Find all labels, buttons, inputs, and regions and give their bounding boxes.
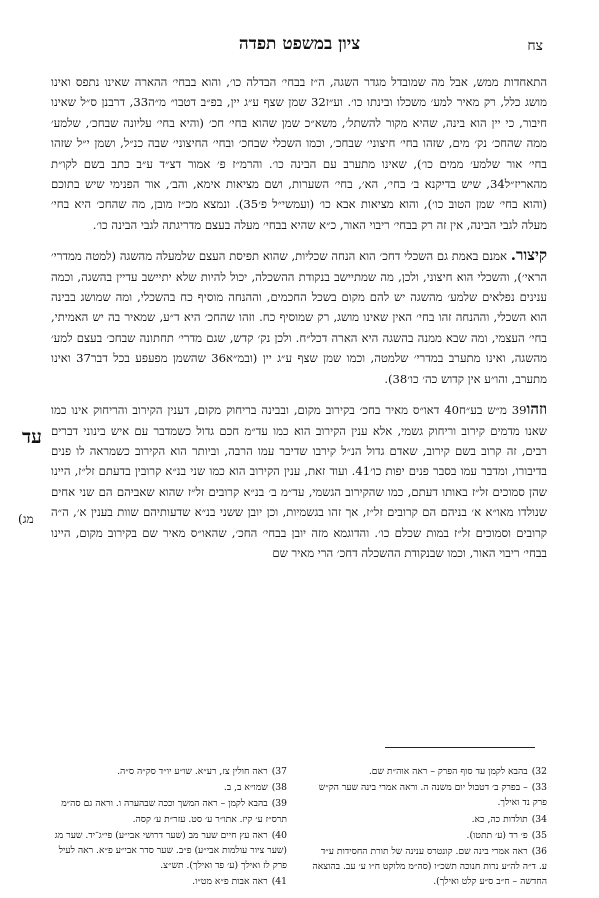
- footnote: [51, 764, 287, 779]
- footnote-text: ראה אבות פ״א מט״ו.: [192, 876, 268, 888]
- paragraph-3-lead: וזהו: [526, 400, 547, 419]
- footnote-text: – בפרק ב׳ דטבול יום משנה ה. וראה אמרי בינה שער הק״ש פרק נד ואילך.: [318, 782, 547, 809]
- paragraph-3-text: 39 מ״ש בע״ח40 דאו״ס מאיר בחכ׳ בקירוב מקום, ובבינה בריחוק מקום, דענין הקירוב והריחוק אינו כמו שאנו מדמים קירוב וריחוק גשמי, אלא ענין הקירוב הוא כמו עד״מ חכם גדול כשמדבר עם איש בינוני דברים רבים, זה קרוב בשם קירוב, שאדם גדול הנ״ל קירבו שדיבר עמו הרבה, וביותר הוא הקירוב כשמראה לו פנים בדיבורו, ומדבר עמו בסבר פנים יפות כו׳41. ועוד זאת, ענין הקירוב הוא כמו שני בנ״א קרובין בדעתם זל״ז, היינו שהן סמוכים זל״ז באותו דעתם, כמו שהקירוב הגשמי, עד״מ ב׳ בנ״א קרובים זל״ז שהוא שאביהם הם שני אחים שנולדו מאו״א א׳ בניהם הם קרובים זל״ז, אך זהו בגשמיות, וכן יובן ששני בנ״א שדעותיהם שוות בענין א׳, ה״ה קרובים וסמוכים זל״ז במות שכלם כו׳. והדוגמא מזה יובן בבחי׳ החכ׳, שהאו״ס מאיר שם בקירוב מקום, היינו בבחי׳ ריבוי האור, וכמו שבנקודת ההשכלה דחכ׳ הרי מאיר שם: [51, 403, 547, 560]
- footnote-text: ראה חולין צז, רע״א. שו״ע יו״ד סק״ה ס״ה.: [117, 766, 268, 777]
- footnotes-right-column: [311, 764, 547, 891]
- footnote-number: 36): [531, 846, 547, 858]
- footnote-text: פ׳ רד (ע׳ תתטו).: [466, 829, 528, 841]
- side-marker: עד: [22, 426, 42, 448]
- footnote-text: שמו״א ב, ב.: [223, 782, 268, 794]
- main-text: [51, 72, 547, 563]
- paragraph-1: התאחדות ממש, אבל מה שמובדל מגדר השגה, ה״ז בבחי׳ הבדלה כו׳, והוא בבחי׳ ההארה שאינו נתפס ואינו מושג כלל, רק מאיר למע׳ משכלו ובינתו כו׳. וע״ז32 שמן שצף ע״ג יין, בפ״ב דטבו״ מ״ה33, דרבנן ס״ל שאינו חיבור, כי יין הוא בינה, שהיא מקור להשתל׳, משא״כ שמן שהוא בחי׳ חכ׳ (והיא בחי׳ עליונה שבחכ׳, שלמע׳ ממה שהחכ׳ נק׳ מים, שזהו בחי׳ חיצוני׳ שבחכ׳, וכמו השכלי שבחכ׳ ובחי׳ החיצוני׳ שבה כנ״ל, ושמן י״ל שזהו בחי׳ אור שלמע׳ ממים כו׳), שאינו מתערב עם הבינה כו׳. והרמ״ז פ׳ אמור דצ״ד ע״ב כתב בשם לקו״ת מהאריז״ל34, שיש בדיקנא ב׳ בחי׳, הא׳, בחי׳ השערות, ושם מציאות אימא, והב׳, אור הפנימי שיש בתוכם (והוא בחי׳ שמן הטוב כו׳), והוא מציאות אבא כו׳ (ועמשי״ל פ׳35). ונמצא מכ״ז מובן, מה שהחכ׳ היא בחי׳ מעלה לגבי הבינה, אין זה רק בבחי׳ ריבוי האור, כ״א שהיא בבחי׳ מעלה בעצם מדריגתה לגבי הבינה כו׳.: [51, 75, 547, 232]
- footnotes: [51, 764, 547, 891]
- footnote: [51, 874, 287, 889]
- page-header: [40, 34, 559, 58]
- footnote-text: בהבא לקמן עד סוף הפרק – ראה אוה״ת שם.: [368, 766, 528, 777]
- footnote: [311, 812, 547, 827]
- paragraph-3: [51, 399, 547, 563]
- footnote-number: 38): [271, 782, 287, 794]
- footnote-number: 33): [531, 782, 547, 794]
- footnote-text: ראה עץ חיים שער מב (שער דרושי אבי״ע) פי״ג־יד. שער מג (שער ציור עולמות אבי״ע) פ״ב. שער סדר אבי״ע פ״א. ראה לעיל פרק לז ואילך (ע׳ פד ואילך). תש״צ.: [54, 829, 287, 872]
- footnote-separator: [385, 747, 535, 748]
- footnote-number: 40): [271, 829, 287, 841]
- footnote-number: 37): [271, 766, 287, 777]
- footnote-number: 32): [531, 766, 547, 777]
- footnote-text: תולדות כה, כא.: [471, 813, 528, 825]
- footnote: [51, 828, 287, 874]
- footnote: [51, 780, 287, 795]
- footnote: [51, 796, 287, 826]
- page-number: צח: [527, 38, 543, 54]
- footnote-number: 34): [531, 813, 547, 825]
- footnote: [311, 780, 547, 810]
- footnote: [311, 844, 547, 890]
- paragraph-2: [51, 245, 547, 389]
- footnote-number: 35): [531, 829, 547, 841]
- section-marker: מג): [18, 512, 34, 526]
- footnotes-left-column: [51, 764, 287, 891]
- footnote: [311, 828, 547, 843]
- footnote-text: ראה אמרי בינה שם. קונטרס ענינה של תורת החסידות ע״ד ע. ד״ה לה״ע נרות חנוכה תשכ״ו (סה״מ מלוקט ח״ו ע׳ עב. בהוצאה החדשה – ח״ב ס״ע קלט ואילך).: [312, 846, 547, 888]
- footnote-number: 41): [271, 876, 287, 888]
- footnote-text: בהבא לקמן – ראה המשך וככה שבהערה ו. וראה גם סה״מ תרס״ז ע׳ קיז. אתו״ר ע׳ סט. עזר״ת ע׳ קסה.: [61, 798, 287, 825]
- paragraph-2-lead: קיצור.: [510, 246, 547, 265]
- running-title: ציון במשפט תפדה: [238, 34, 361, 54]
- footnote: [311, 764, 547, 779]
- footnote-number: 39): [271, 798, 287, 810]
- paragraph-2-text: אמנם באמת גם השכלי דחכ׳ הוא הנחה שכליות, שהוא תפיסת העצם שלמעלה מהשגה (למטה ממדרי׳ הראי׳), והשכלי הוא חיצוני, ולכן, מה שמתיישב בנקודת ההשכלה, יכול להיות שלא יתיישב עדיין בהשגה, וכמה ענינים נפלאים שלמע׳ מהשגה יש להם מקום בשכל החכמים, וההנחה מוסיף כח בהשכלי, ומה שמושג בבינה הוא השכלי, וההנחה זהו בחי׳ האין שאינו מושג, רק שמוסיף כח. וזהו שהחכ׳ היא ד״ע, שמאיר בה יש האמיתי, בחי׳ העצמי, ומה שבא ממנה בהשגה היא הארה דכל״ח. ולכן נק׳ קדש, שגם מדרי׳ תחתונה שבחכ׳ בעצם למע׳ מהשגה, ואינו מתערב במדרי׳ שלמטה, וכמו שמן שצף ע״ג יין (ובמ״א36 שהשמן מפעפע בכל דבר37 ואינו מתערב, והו״ע אין קדוש כה׳ כו׳38).: [51, 249, 547, 386]
